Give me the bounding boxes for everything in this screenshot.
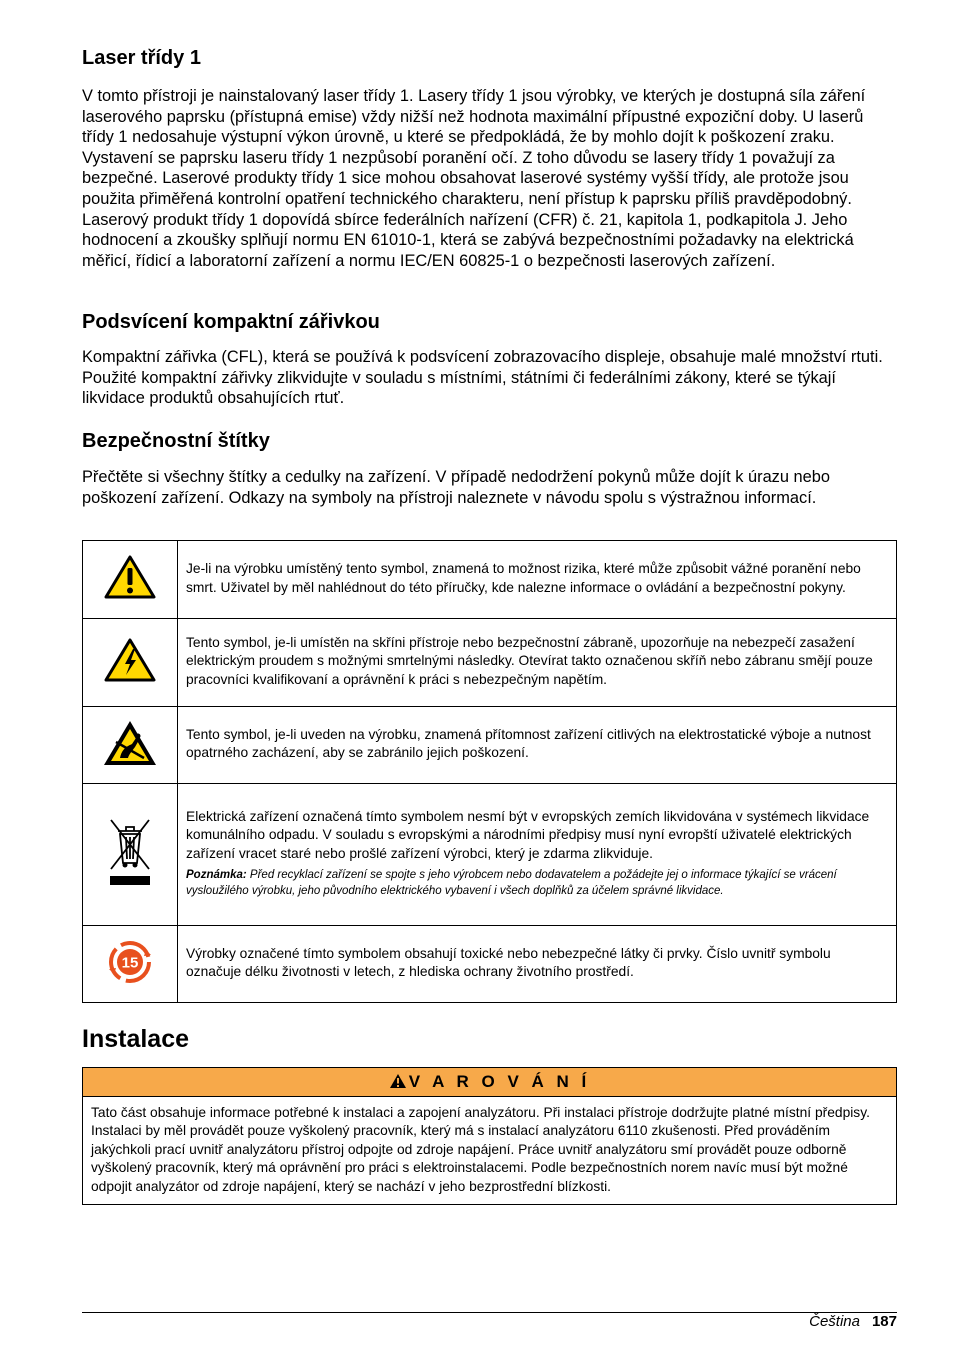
note xyxy=(186,867,888,899)
symbol-description: Výrobky označené tímto symbolem obsahují toxické nebo nebezpečné látky či prvky. Číslo uvnitř symbolu označuje délku životnosti v letech, z hlediska ochrany životního prostředí. xyxy=(178,926,897,1003)
warning-text: Tato část obsahuje informace potřebné k instalaci a zapojení analyzátoru. Při instalaci přístroje dodržujte platné místní předpisy. Instalaci by měl provádět pouze vyškolený pracovník, který má s instalací analyzátoru 6110 zkušenosti. Před prováděním jakýchkoli prací uvnitř analyzátoru přístroj odpojte od zdroje napájení. Práce uvnitř analyzátoru smí provádět pouze odborně vyškolený pracovník, který má oprávnění pro práci s elektroinstalacemi. Podle bezpečnostních norem navíc musí být možné odpojit analyzátor od zdroje napájení, který se nachází v jeho bezprostřední blízkosti. xyxy=(91,1105,870,1194)
warning-header xyxy=(83,1068,896,1097)
heading-cfl: Podsvícení kompaktní zářivkou xyxy=(82,311,380,333)
warning-box xyxy=(82,1067,897,1205)
warning-triangle-icon xyxy=(83,541,178,619)
paragraph-safety-labels: Přečtěte si všechny štítky a cedulky na zařízení. V případě nedodržení pokynů může dojít k úrazu nebo poškození zařízení. Odkazy na symboly na přístroji naleznete v návodu spolu s výstražnou informací. xyxy=(82,468,831,507)
table-row xyxy=(83,926,897,1003)
symbols-table xyxy=(82,540,897,1003)
table-row xyxy=(83,619,897,707)
efup-15-icon xyxy=(83,926,178,1003)
page-footer xyxy=(809,1313,897,1331)
efup-years-label: 15 xyxy=(121,954,139,971)
note-label: Poznámka: xyxy=(186,869,247,882)
warning-triangle-icon xyxy=(389,1073,407,1089)
warning-label: V A R O V Á N Í xyxy=(408,1072,591,1091)
paragraph-laser: V tomto přístroji je nainstalovaný laser třídy 1. Lasery třídy 1 jsou výrobky, ve kterých je dostupná síla záření laserového paprsku (přístupná emise) vždy nižší než hodnota maximální přípustné expoziční doby. U laserů třídy 1 nedosahuje výstupní výkon úrovně, u které se předpokládá, že by mohlo dojít k poškození zraku. Vystavení se paprsku laseru třídy 1 nezpůsobí poranění očí. Z toho důvodu se lasery třídy 1 považují za bezpečné. Laserové produkty třídy 1 sice mohou obsahovat laserové systémy vyšší třídy, ale protože jsou použita přiměřená kontrolní opatření technického charakteru, není přístup k paprsku příliš pravděpodobný. Laserový produkt třídy 1 dopovídá sbírce federálních nařízení (CFR) č. 21, kapitola 1, podkapitola J. Jeho hodnocení a zkoušky splňují normu EN 61010-1, která se zabývá bezpečnostními požadavky na elektrická měřicí, řídicí a laboratorní zařízení a normu IEC/EN 60825-1 o bezpečnosti laserových zařízení. xyxy=(82,87,866,270)
footer-divider xyxy=(82,1312,897,1313)
weee-bin-icon xyxy=(83,784,178,926)
esd-icon xyxy=(83,707,178,784)
weee-description: Elektrická zařízení označená tímto symbolem nesmí být v evropských zemích likvidována v systémech likvidace komunálního odpadu. V souladu s evropskými a národními předpisy musí nyní evropští uživatelé elektrických zařízení vracet staré nebo prošlé zařízení výrobci, který je zdarma zlikviduje. xyxy=(186,808,870,861)
table-row xyxy=(83,541,897,619)
symbol-description: Tento symbol, je-li umístěn na skříni přístroje nebo bezpečnostní zábraně, upozorňuje na nebezpečí zasažení elektrickým proudem s možnými smrtelnými následky. Otevírat takto označenou skříň nebo zábranu smějí pouze pracovníci kvalifikovaní a oprávnění k práci s nebezpečným napětím. xyxy=(178,619,897,707)
page-number: 187 xyxy=(871,1313,897,1330)
note-text: Před recyklací zařízení se spojte s jeho výrobcem nebo dodavatelem a požádejte jej o informace týkající se vrácení vysloužilého výrobku, jeho původního elektrického vybavení i všech doplňků za účelem správné likvidace. xyxy=(186,869,837,898)
symbol-description xyxy=(178,784,897,926)
electric-shock-icon xyxy=(83,619,178,707)
table-row xyxy=(83,784,897,926)
heading-installation: Instalace xyxy=(82,1025,190,1053)
symbol-description: Tento symbol, je-li uveden na výrobku, znamená přítomnost zařízení citlivých na elektrostatické výboje a nutnost opatrného zacházení, aby se zabránilo jejich poškození. xyxy=(178,707,897,784)
paragraph-cfl: Kompaktní zářivka (CFL), která se používá k podsvícení zobrazovacího displeje, obsahuje malé množství rtuti. Použité kompaktní zářivky zlikvidujte v souladu s místními, státními či federálními zákony, které se týkají likvidace produktů obsahujících rtuť. xyxy=(82,348,883,408)
heading-safety-labels: Bezpečnostní štítky xyxy=(82,430,270,452)
footer-language: Čeština xyxy=(809,1313,860,1330)
table-row xyxy=(83,707,897,784)
symbol-description: Je-li na výrobku umístěný tento symbol, znamená to možnost rizika, které může způsobit vážné poranění nebo smrt. Uživatel by měl nahlédnout do této příručky, kde nalezne informace o ovládání a bezpečnostní pokyny. xyxy=(178,541,897,619)
heading-laser: Laser třídy 1 xyxy=(82,47,201,69)
